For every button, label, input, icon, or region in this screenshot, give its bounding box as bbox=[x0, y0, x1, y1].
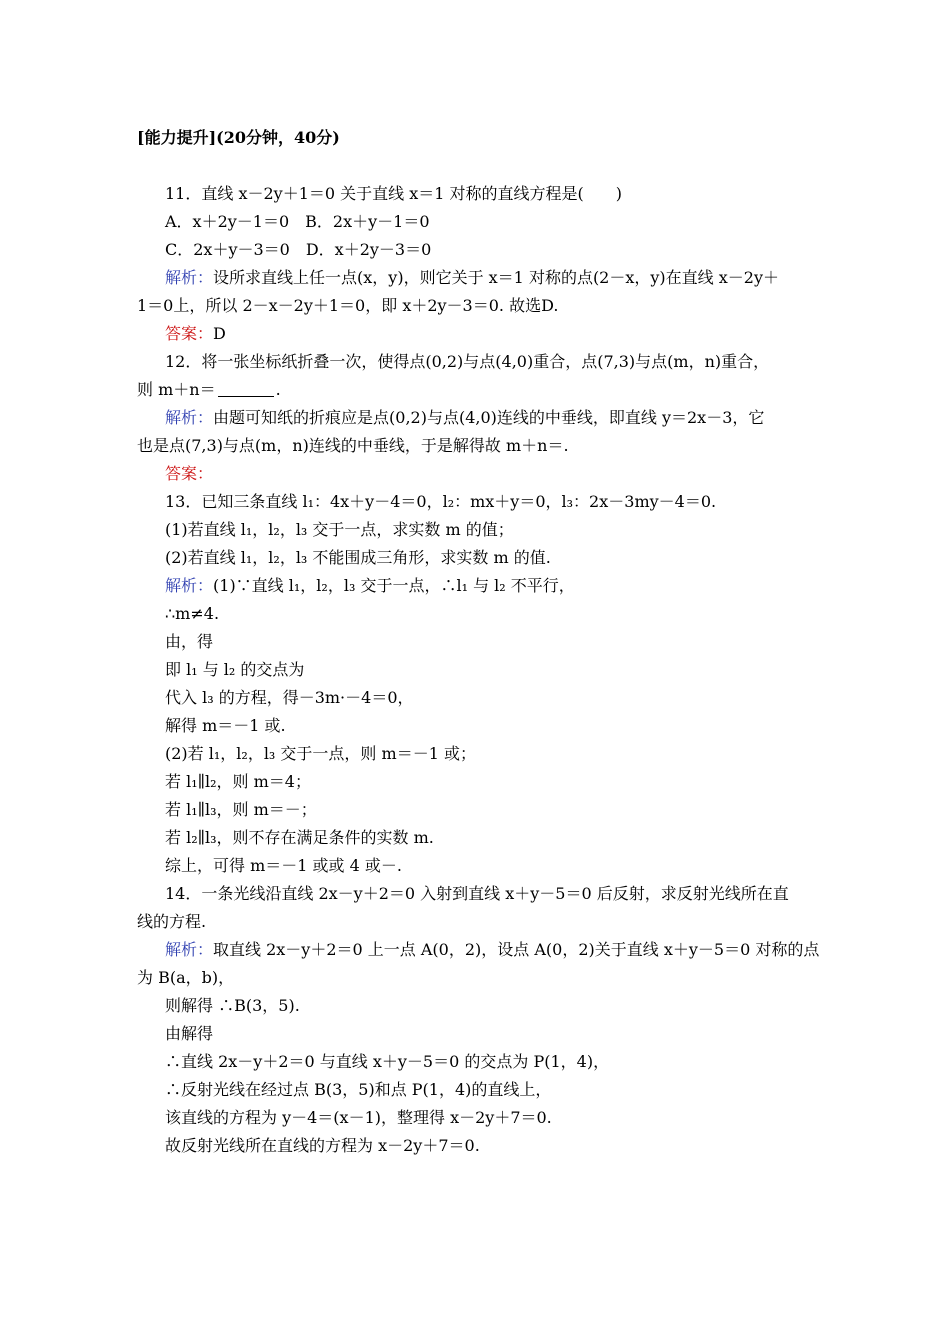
answer-blank bbox=[218, 381, 274, 397]
q14-solution-line1 bbox=[165, 939, 819, 961]
q13-solution-line10: 若 l₂∥l₃，则不存在满足条件的实数 m. bbox=[165, 828, 434, 847]
q12-stem-line1: 12．将一张坐标纸折叠一次，使得点(0,2)与点(4,0)重合，点(7,3)与点(m，n)重合， bbox=[165, 352, 770, 371]
section-title: [能力提升](20分钟，40分) bbox=[137, 128, 340, 147]
answer-label: 答案： bbox=[165, 464, 214, 483]
q12-solution-line2: 也是点(7,3)与点(m，n)连线的中垂线，于是解得故 m＋n＝. bbox=[137, 436, 569, 455]
q13-solution-line4: 即 l₁ 与 l₂ 的交点为 bbox=[165, 660, 305, 679]
q11-solution-line2: 1＝0上，所以 2－x－2y＋1＝0，即 x＋2y－3＝0. 故选D. bbox=[137, 296, 559, 315]
q14-stem-line1: 14．一条光线沿直线 2x－y＋2＝0 入射到直线 x＋y－5＝0 后反射，求反射光线所在直 bbox=[165, 884, 789, 903]
q14-solution-line5: ∴直线 2x－y＋2＝0 与直线 x＋y－5＝0 的交点为 P(1，4)， bbox=[165, 1052, 610, 1071]
q13-stem: 13．已知三条直线 l₁：4x＋y－4＝0，l₂：mx＋y＝0，l₃：2x－3my－4＝0. bbox=[165, 492, 717, 511]
q12-stem-text2a: 则 m＋n＝ bbox=[137, 380, 216, 399]
solution-label: 解析： bbox=[165, 576, 214, 595]
q12-stem-text2b: . bbox=[275, 380, 281, 399]
q11-options-cd: C．2x＋y－3＝0 D．x＋2y－3＝0 bbox=[165, 240, 432, 259]
solution-label: 解析： bbox=[165, 268, 214, 287]
q14-solution-line7: 该直线的方程为 y－4＝(x－1)，整理得 x－2y＋7＝0. bbox=[165, 1108, 552, 1127]
solution-label: 解析： bbox=[165, 940, 214, 959]
q13-solution-line8: 若 l₁∥l₂，则 m＝4； bbox=[165, 772, 311, 791]
q14-solution-line3: 则解得 ∴B(3，5). bbox=[165, 996, 300, 1015]
q14-solution-line6: ∴反射光线在经过点 B(3，5)和点 P(1，4)的直线上， bbox=[165, 1080, 552, 1099]
q13-part2: (2)若直线 l₁，l₂，l₃ 不能围成三角形，求实数 m 的值. bbox=[165, 548, 551, 567]
q14-solution-text1: 取直线 2x－y＋2＝0 上一点 A(0，2)，设点 A(0，2)关于直线 x＋y－5＝0 对称的点 bbox=[213, 940, 820, 959]
q11-options-ab: A．x＋2y－1＝0 B．2x＋y－1＝0 bbox=[165, 212, 430, 231]
q13-solution-line1 bbox=[165, 575, 575, 597]
q13-solution-line11: 综上，可得 m＝－1 或或 4 或－. bbox=[165, 856, 402, 875]
q11-solution-text1: 设所求直线上任一点(x，y)，则它关于 x＝1 对称的点(2－x，y)在直线 x－2y＋ bbox=[213, 268, 779, 287]
q11-answer-value: D bbox=[213, 324, 226, 343]
q12-solution-text1: 由题可知纸的折痕应是点(0,2)与点(4,0)连线的中垂线，即直线 y＝2x－3，它 bbox=[213, 408, 765, 427]
q12-answer bbox=[165, 463, 213, 485]
q11-stem: 11．直线 x－2y＋1＝0 关于直线 x＝1 对称的直线方程是( ) bbox=[165, 184, 622, 203]
q13-solution-line5: 代入 l₃ 的方程，得－3m·－4＝0， bbox=[165, 688, 414, 707]
q14-solution-line2: 为 B(a，b)， bbox=[137, 968, 235, 987]
q11-solution-line1 bbox=[165, 267, 779, 289]
q11-answer bbox=[165, 323, 226, 345]
q14-stem-line2: 线的方程. bbox=[137, 912, 207, 931]
q14-solution-line4: 由解得 bbox=[165, 1024, 214, 1043]
q13-part1: (1)若直线 l₁，l₂，l₃ 交于一点，求实数 m 的值； bbox=[165, 520, 514, 539]
q13-solution-line6: 解得 m＝－1 或. bbox=[165, 716, 286, 735]
q12-solution-line1 bbox=[165, 407, 764, 429]
q12-stem-line2 bbox=[137, 379, 281, 401]
q13-solution-line2: ∴m≠4. bbox=[165, 604, 220, 623]
q14-solution-line8: 故反射光线所在直线的方程为 x－2y＋7＝0. bbox=[165, 1136, 480, 1155]
q13-solution-text1: (1)∵直线 l₁，l₂，l₃ 交于一点，∴l₁ 与 l₂ 不平行， bbox=[213, 576, 575, 595]
q13-solution-line3: 由，得 bbox=[165, 632, 214, 651]
answer-label: 答案： bbox=[165, 324, 214, 343]
q13-solution-line7: (2)若 l₁，l₂，l₃ 交于一点，则 m＝－1 或； bbox=[165, 744, 476, 763]
q13-solution-line9: 若 l₁∥l₃，则 m＝－； bbox=[165, 800, 317, 819]
solution-label: 解析： bbox=[165, 408, 214, 427]
